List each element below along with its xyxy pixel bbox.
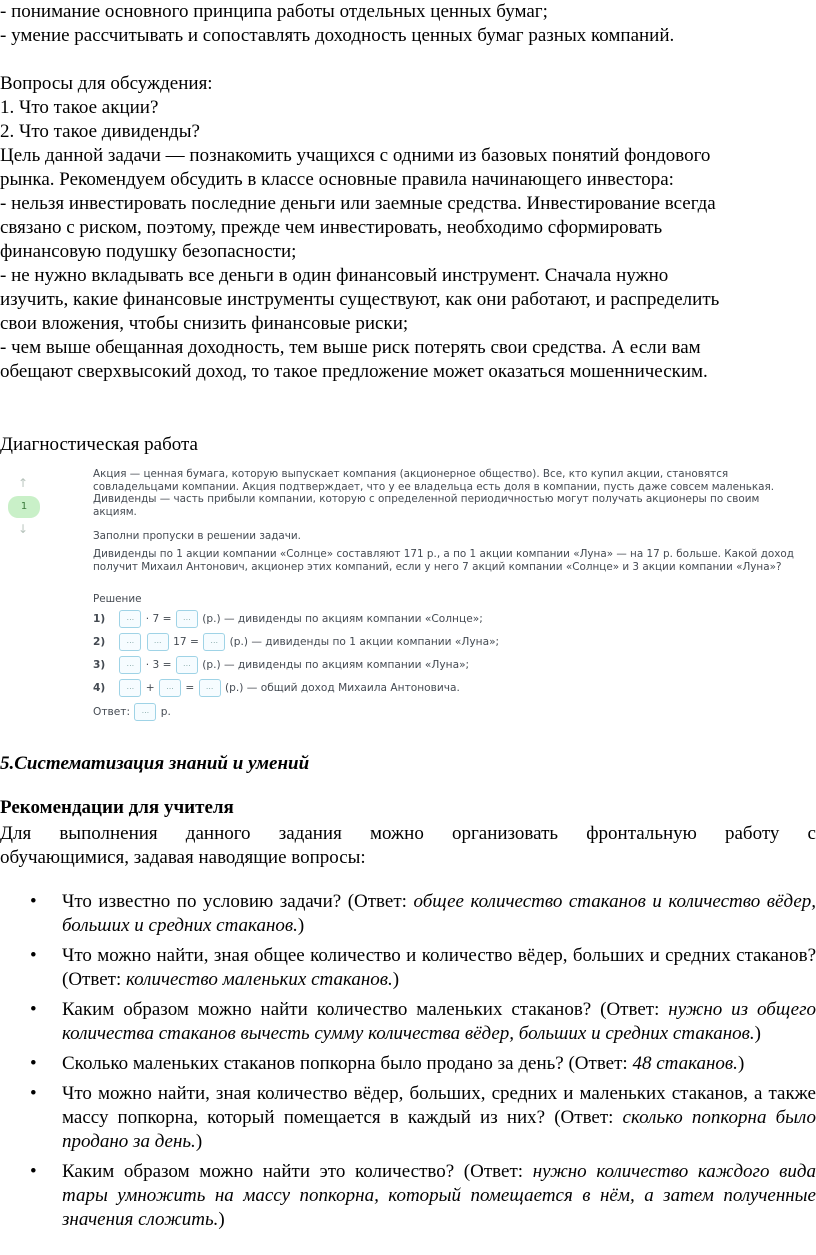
text-line: свои вложения, чтобы снизить финансовые риски; — [0, 313, 409, 334]
solution-step — [93, 655, 469, 675]
answer-blank[interactable]: ... — [199, 679, 221, 697]
answer-text: сколько попкорна было продано за день. — [62, 1107, 816, 1152]
step-number: 4) — [93, 682, 106, 694]
question-text: Каким образом можно найти это количество? (Ответ: — [62, 1161, 533, 1182]
step-number: 3) — [93, 659, 106, 671]
list-item — [0, 1160, 816, 1232]
guiding-questions-list — [0, 890, 816, 1238]
solution-step — [93, 609, 483, 629]
answer-text: нужно количество каждого вида тары умножить на массу попкорна, который помещается в нём, а затем полученные значения сложить. — [62, 1161, 816, 1230]
answer-blank[interactable]: ... — [159, 679, 181, 697]
question-text: Каким образом можно найти количество маленьких стаканов? (Ответ: — [62, 999, 669, 1020]
text-line: финансовую подушку безопасности; — [0, 241, 297, 262]
solution-label: Решение — [93, 593, 142, 605]
list-item — [0, 944, 816, 992]
answer-blank[interactable]: ... — [147, 633, 169, 651]
text-line: - чем выше обещанная доходность, тем выше риск потерять свои средства. А если вам — [0, 337, 701, 358]
answer-blank[interactable]: ... — [176, 656, 198, 674]
solution-step — [93, 678, 460, 698]
question-text: Что известно по условию задачи? (Ответ: — [62, 891, 414, 912]
list-item — [0, 890, 816, 938]
text-line: - нельзя инвестировать последние деньги или заемные средства. Инвестирование всегда — [0, 193, 716, 214]
answer-label: Ответ: — [93, 706, 131, 718]
answer-row — [93, 702, 171, 722]
answer-blank[interactable]: ... — [203, 633, 225, 651]
diagnostic-title: Диагностическая работа — [0, 434, 198, 455]
recommendations-intro — [0, 822, 816, 870]
answer-blank[interactable]: ... — [176, 610, 198, 628]
step-number: 1) — [93, 613, 106, 625]
step-operator: = — [185, 682, 195, 694]
section-title: 5.Систематизация знаний и умений — [0, 753, 310, 774]
blank-line — [0, 48, 816, 72]
step-operator: 17 = — [173, 636, 199, 648]
answer-text: общее количество стаканов и количество вёдер, больших и средних стаканов. — [62, 891, 816, 936]
closing-paren: ) — [737, 1053, 745, 1074]
answer-blank[interactable]: ... — [119, 679, 141, 697]
step-number: 2) — [93, 636, 106, 648]
intro-text — [0, 0, 816, 384]
answer-unit: р. — [160, 706, 171, 718]
text-line: Цель данной задачи — познакомить учащихся с одними из базовых понятий фондового — [0, 145, 711, 166]
text-line: 2. Что такое дивиденды? — [0, 121, 200, 142]
recommendations-title: Рекомендации для учителя — [0, 797, 234, 818]
arrow-up-icon[interactable]: ↑ — [18, 476, 29, 490]
step-description: (р.) — общий доход Михаила Антоновича. — [225, 682, 460, 694]
closing-paren: ) — [195, 1131, 203, 1152]
list-item — [0, 1052, 816, 1076]
solution-step — [93, 632, 499, 652]
text-line: рынка. Рекомендуем обсудить в классе основные правила начинающего инвестора: — [0, 169, 674, 190]
step-description: (р.) — дивиденды по акциям компании «Луна»; — [202, 659, 470, 671]
answer-text: 48 стаканов. — [632, 1053, 738, 1074]
answer-blank[interactable]: ... — [134, 703, 156, 721]
question-text: Сколько маленьких стаканов попкорна было продано за день? (Ответ: — [62, 1053, 633, 1074]
text-line: Вопросы для обсуждения: — [0, 73, 213, 94]
arrow-down-icon[interactable]: ↓ — [18, 522, 29, 536]
step-description: (р.) — дивиденды по акциям компании «Солнце»; — [202, 613, 483, 625]
question-text: Что можно найти, зная общее количество и количество вёдер, больших и средних стаканов? (Ответ: — [62, 945, 816, 990]
closing-paren: ) — [754, 1023, 761, 1044]
text-line: связано с риском, поэтому, прежде чем инвестировать, необходимо сформировать — [0, 217, 663, 238]
step-operator: · 3 = — [145, 659, 172, 671]
text-line: обучающимися, задавая наводящие вопросы: — [0, 847, 366, 868]
step-operator: · 7 = — [145, 613, 172, 625]
text-line: Для выполнения данного задания можно организовать фронтальную работу с — [0, 823, 816, 844]
answer-text: количество маленьких стаканов. — [125, 969, 393, 990]
answer-blank[interactable]: ... — [119, 610, 141, 628]
list-item — [0, 1082, 816, 1154]
closing-paren: ) — [392, 969, 400, 990]
text-line: - не нужно вкладывать все деньги в один финансовый инструмент. Сначала нужно — [0, 265, 669, 286]
answer-blank[interactable]: ... — [119, 633, 141, 651]
closing-paren: ) — [297, 915, 305, 936]
text-line: - понимание основного принципа работы отдельных ценных бумаг; — [0, 1, 548, 22]
list-item — [0, 998, 816, 1046]
task-instruction: Заполни пропуски в решении задачи. — [93, 530, 301, 542]
definition-text: Акция — ценная бумага, которую выпускает компания (акционерное общество). Все, кто купил акции, становятся совладельцами компании. Акция подтверждает, что у ее владельца есть доля в компании, пусть даже совсем маленькая. Дивиденды — часть прибыли компании, которую с определенной периодичностью могут получать акционеры по своим акциям. — [93, 468, 775, 518]
task-card-image — [0, 468, 816, 730]
step-description: (р.) — дивиденды по 1 акции компании «Луна»; — [229, 636, 500, 648]
problem-text: Дивиденды по 1 акции компании «Солнце» составляют 171 р., а по 1 акции компании «Луна» — на 17 р. больше. Какой доход получит Михаил Антонович, акционер этих компаний, если у него 7 акций компании «Солнце» и 3 акции компании «Луна»? — [93, 548, 794, 573]
text-line: 1. Что такое акции? — [0, 97, 159, 118]
text-line: - умение рассчитывать и сопоставлять доходность ценных бумаг разных компаний. — [0, 25, 675, 46]
task-number-badge[interactable]: 1 — [8, 496, 40, 518]
text-line: изучить, какие финансовые инструменты существуют, как они работают, и распределить — [0, 289, 720, 310]
closing-paren: ) — [218, 1209, 225, 1230]
step-operator: + — [145, 682, 155, 694]
text-line: обещают сверхвысокий доход, то такое предложение может оказаться мошенническим. — [0, 361, 708, 382]
answer-text: нужно из общего количества стаканов вычесть сумму количества вёдер, больших и средних стаканов. — [62, 999, 816, 1044]
question-text: Что можно найти, зная количество вёдер, больших, средних и маленьких стаканов, а также массу попкорна, который помещается в каждый из них? (Ответ: — [62, 1083, 816, 1128]
answer-blank[interactable]: ... — [119, 656, 141, 674]
